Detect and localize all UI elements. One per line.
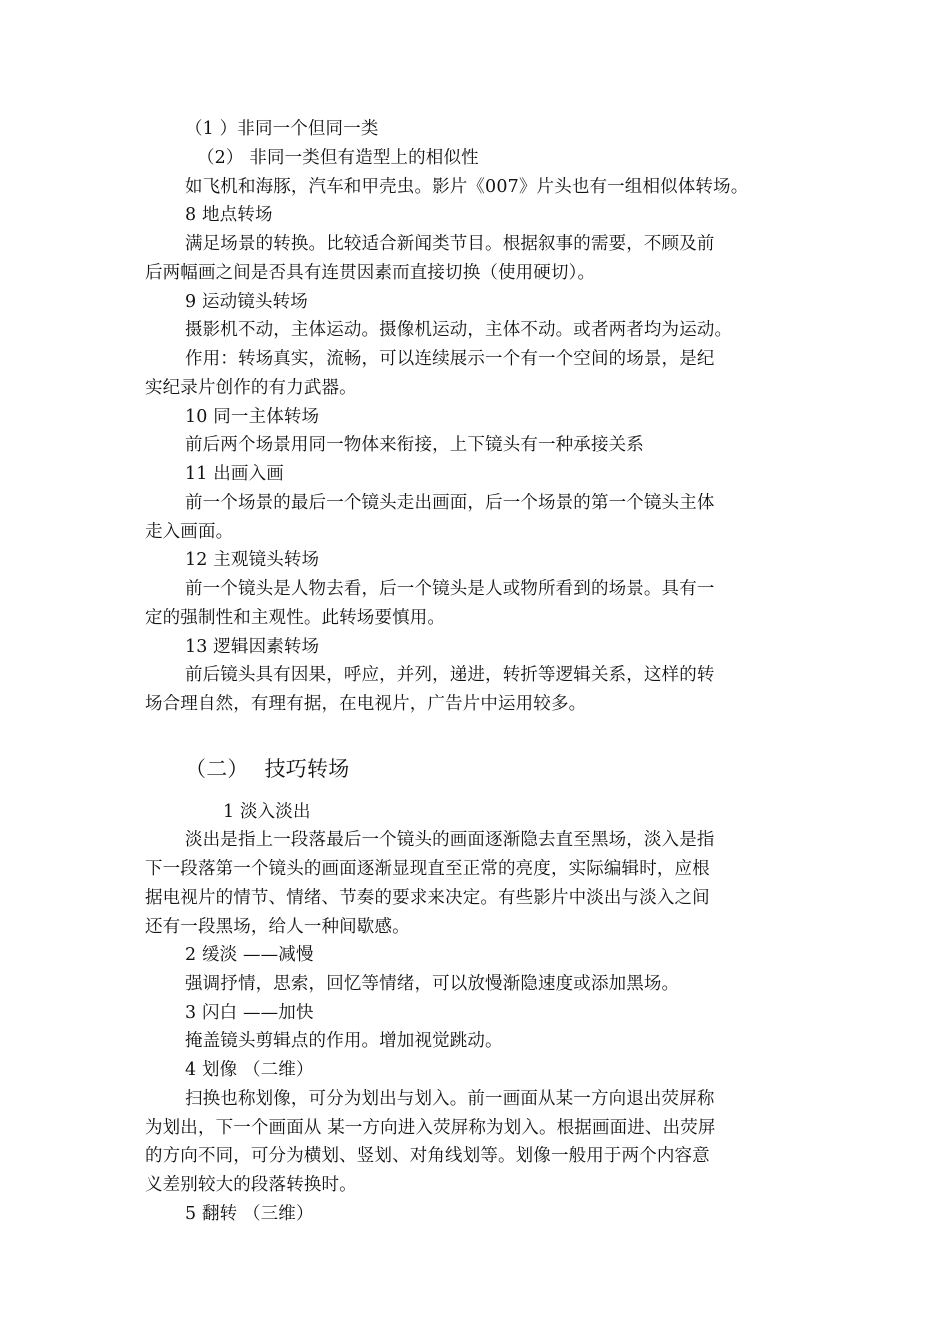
- paragraph-line: 满足场景的转换。比较适合新闻类节目。根据叙事的需要，不顾及前: [185, 234, 715, 254]
- paragraph-line: 前一个镜头是人物去看，后一个镜头是人或物所看到的场景。具有一: [185, 579, 715, 599]
- item-heading-13: 13 逻辑因素转场: [185, 637, 320, 657]
- item-heading-11: 11 出画入画: [185, 464, 284, 484]
- paragraph-line: 掩盖镜头剪辑点的作用。增加视觉跳动。: [185, 1031, 503, 1051]
- paragraph-line: 强调抒情，思索，回忆等情绪，可以放慢渐隐速度或添加黑场。: [185, 974, 680, 994]
- paragraph-line: 场合理自然，有理有据，在电视片，广告片中运用较多。: [145, 694, 587, 714]
- item-heading-5: 5 翻转 （三维）: [185, 1204, 314, 1224]
- item-heading-9: 9 运动镜头转场: [185, 292, 308, 312]
- paragraph-line: 实纪录片创作的有力武器。: [145, 378, 357, 398]
- paragraph-line: 扫换也称划像，可分为划出与划入。前一画面从某一方向退出荧屏称: [185, 1089, 715, 1109]
- paragraph-line: 前后两个场景用同一物体来衔接，上下镜头有一种承接关系: [185, 435, 644, 455]
- item-heading-8: 8 地点转场: [185, 205, 273, 225]
- item-heading-10: 10 同一主体转场: [185, 407, 320, 427]
- paragraph-line: 据电视片的情节、情绪、节奏的要求来决定。有些影片中淡出与淡入之间: [145, 888, 710, 908]
- paragraph-line: 作用：转场真实，流畅，可以连续展示一个有一个空间的场景，是纪: [185, 349, 715, 369]
- paragraph-line: 前一个场景的最后一个镜头走出画面，后一个场景的第一个镜头主体: [185, 493, 715, 513]
- item-heading-12: 12 主观镜头转场: [185, 550, 320, 570]
- section-heading: [185, 759, 349, 780]
- item-heading-1: 1 淡入淡出: [223, 802, 311, 822]
- item-heading-4: 4 划像 （二维）: [185, 1060, 314, 1080]
- section-title: 技巧转场: [264, 757, 350, 781]
- paragraph-line: 走入画面。: [145, 522, 234, 542]
- paragraph-line: 摄影机不动，主体运动。摄像机运动，主体不动。或者两者均为运动。: [185, 320, 733, 340]
- subitem-2: （2） 非同一类但有造型上的相似性: [197, 148, 479, 168]
- paragraph-line: 后两幅画之间是否具有连贯因素而直接切换（使用硬切）。: [145, 263, 596, 283]
- section-number: （二）: [185, 757, 249, 781]
- subitem-1: （1 ）非同一个但同一类: [185, 119, 379, 139]
- paragraph-line: 淡出是指上一段落最后一个镜头的画面逐渐隐去直至黑场，淡入是指: [185, 830, 715, 850]
- paragraph-line: 前后镜头具有因果，呼应，并列，递进，转折等逻辑关系，这样的转: [185, 665, 715, 685]
- paragraph-line: 义差别较大的段落转换时。: [145, 1175, 357, 1195]
- paragraph-line: 还有一段黑场，给人一种间歇感。: [145, 917, 410, 937]
- item-heading-2: 2 缓淡 ——减慢: [185, 945, 314, 965]
- paragraph-line: 为划出，下一个画面从 某一方向进入荧屏称为划入。根据画面进、出荧屏: [145, 1118, 716, 1138]
- item-heading-3: 3 闪白 ——加快: [185, 1003, 314, 1023]
- paragraph-line: 定的强制性和主观性。此转场要慎用。: [145, 608, 446, 628]
- paragraph-line: 如飞机和海豚，汽车和甲壳虫。影片《007》片头也有一组相似体转场。: [185, 177, 749, 197]
- paragraph-line: 下一段落第一个镜头的画面逐渐显现直至正常的亮度，实际编辑时，应根: [145, 859, 710, 879]
- paragraph-line: 的方向不同，可分为横划、竖划、对角线划等。划像一般用于两个内容意: [145, 1146, 710, 1166]
